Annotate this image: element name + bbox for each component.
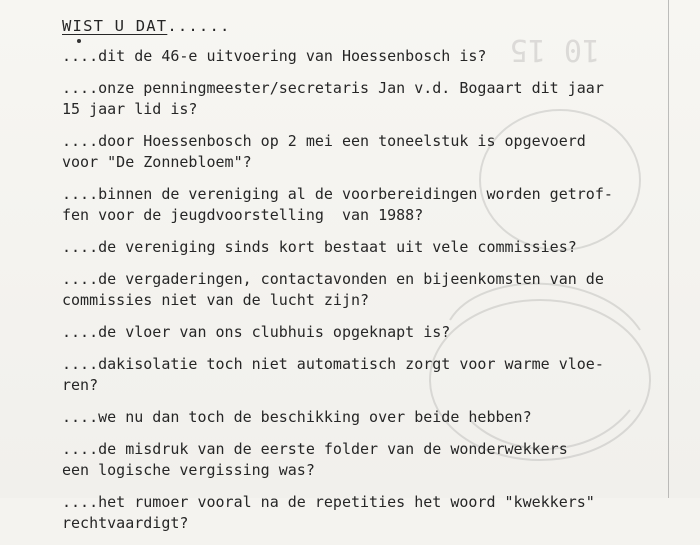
page-edge-line (668, 0, 669, 498)
list-item (62, 322, 662, 343)
item-line: een logische vergissing was? (62, 461, 315, 479)
item-line: ....de vergaderingen, contactavonden en bijeenkomsten van de (62, 270, 604, 288)
list-item (62, 131, 662, 173)
item-line: voor "De Zonnebloem"? (62, 153, 252, 171)
list-item (62, 354, 662, 396)
item-line: ....het rumoer vooral na de repetities het woord "kwekkers" (62, 493, 595, 511)
item-line: fen voor de jeugdvoorstelling van 1988? (62, 206, 424, 224)
heading-dots: ...... (167, 17, 231, 35)
item-line: ....we nu dan toch de beschikking over beide hebben? (62, 408, 532, 426)
list-item (62, 492, 662, 534)
item-line: ....de vloer van ons clubhuis opgeknapt is? (62, 323, 451, 341)
item-line: commissies niet van de lucht zijn? (62, 291, 370, 309)
item-line: ....dit de 46-e uitvoering van Hoessenbosch is? (62, 47, 487, 65)
item-line: ....binnen de vereniging al de voorbereidingen worden getrof- (62, 185, 613, 203)
speck-mark (77, 39, 81, 43)
item-line: 15 jaar lid is? (62, 100, 198, 118)
item-line: ren? (62, 376, 99, 394)
svg-text:10 15: 10 15 (509, 32, 600, 67)
page-heading (62, 17, 231, 35)
list-item (62, 184, 662, 226)
item-line: ....door Hoessenbosch op 2 mei een toneelstuk is opgevoerd (62, 132, 586, 150)
item-line: ....onze penningmeester/secretaris Jan v.d. Bogaart dit jaar (62, 79, 604, 97)
list-item (62, 439, 662, 481)
item-line: ....de misdruk van de eerste folder van de wonderwekkers (62, 440, 568, 458)
item-line: ....dakisolatie toch niet automatisch zorgt voor warme vloe- (62, 355, 604, 373)
question-list (62, 46, 662, 545)
list-item (62, 269, 662, 311)
item-line: rechtvaardigt? (62, 514, 189, 532)
list-item (62, 407, 662, 428)
list-item (62, 237, 662, 258)
heading-title: WIST U DAT (62, 17, 168, 35)
list-item (62, 46, 662, 67)
list-item (62, 78, 662, 120)
item-line: ....de vereniging sinds kort bestaat uit vele commissies? (62, 238, 577, 256)
